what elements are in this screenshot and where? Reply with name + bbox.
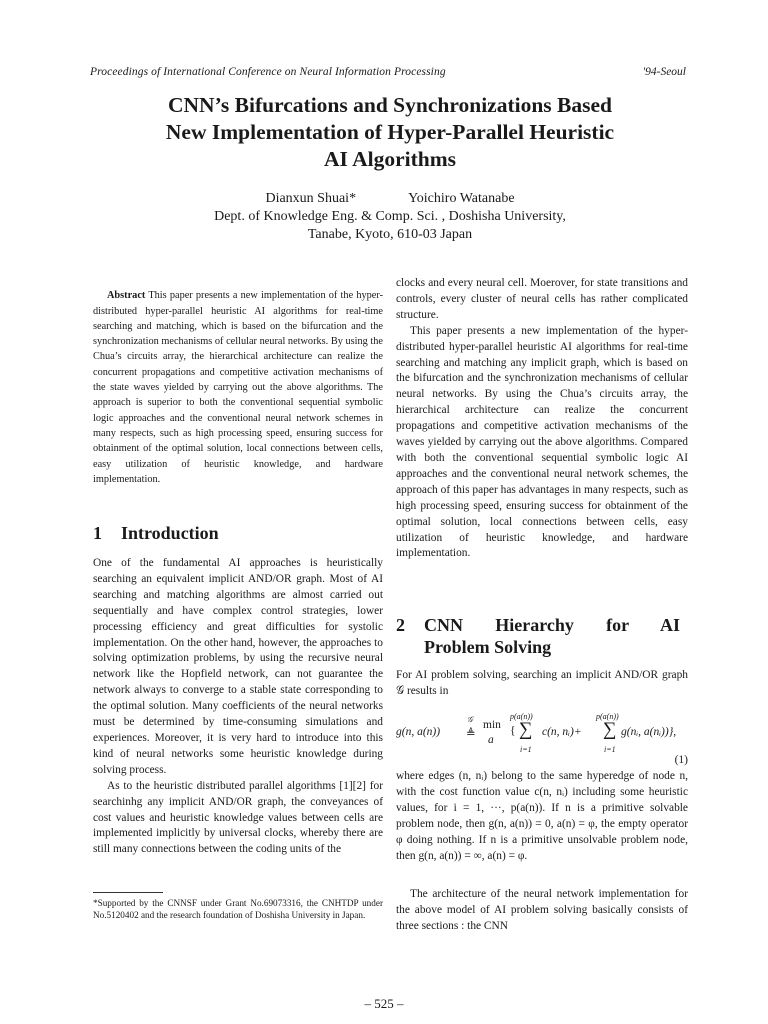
section-2-para-2: where edges (n, nᵢ) belong to the same hyperedge of node n, with the cost function value c(n, nᵢ) including some heuristic values, for i = 1, ···, p(a(n)). If n is a primitive solvable problem node, then g(n, a(n)) = 0, a(n) = φ, the empty operator φ doing nothing. If n is a primitive unsolvable problem node, then g(n, a(n)) = ∞, a(n) = φ.	[396, 770, 688, 862]
affiliation-line-2: Tanabe, Kyoto, 610-03 Japan	[307, 227, 473, 242]
running-header-location: '94-Seoul	[642, 66, 686, 78]
section-2-title-line-2: Problem Solving	[424, 637, 552, 657]
equation-open-brace: {	[510, 725, 516, 737]
abstract-text: This paper presents a new implementation of the hyper-distributed hyper-parallel heuristic AI algorithms for real-time searching and matching, which is based on the bifurcation and the synchronization mechanisms of cellular neural networks. By using the Chua’s circuits array, the hierarchical architecture can realize the concurrent propagations and competitive activation mechanisms of the state waves yielded by carrying out the above algorithms. The approach is superior to both the conventional sequential symbolic logic approaches and the conventional neural network schemes in many respects, such as high processing speed, ensuring success for obtainment of the optimal solution, local connections between cells, easy utilization of heuristic knowledge, and hardware implementation.	[93, 290, 383, 485]
equation-sum-1-upper: p(a(n))	[510, 712, 533, 721]
title-line-2: New Implementation of Hyper-Parallel Heuristic	[165, 120, 615, 144]
running-header-title: Proceedings of International Conference on Neural Information Processing	[90, 66, 446, 78]
equation-sum-1-lower: i=1	[520, 745, 532, 754]
equation-sum-2-body: g(nᵢ, a(nᵢ))},	[621, 726, 677, 738]
equation-lhs: g(n, a(n))	[396, 726, 441, 738]
section-1-number: 1	[93, 523, 102, 543]
equation-min-subscript: a	[488, 734, 494, 746]
section-2-para-1: For AI problem solving, searching an implicit AND/OR graph 𝒢 results in	[396, 669, 688, 697]
footnote: *Supported by the CNNSF under Grant No.69073316, the CNHTDP under No.5120402 and the research foundation of Doshisha University in Japan.	[93, 898, 383, 920]
equation-number: (1)	[674, 754, 688, 766]
right-column-intro	[396, 276, 688, 562]
section-2-para-3-text: The architecture of the neural network implementation for the above model of AI problem solving basically consists of three sections : the CNN	[396, 888, 688, 932]
affiliation-line-1: Dept. of Knowledge Eng. & Comp. Sci. , Doshisha University,	[214, 209, 566, 224]
equation-min: min	[483, 719, 501, 731]
section-1-para-1: One of the fundamental AI approaches is heuristically searching an equivalent implicit AND/OR graph. Most of AI searching and matching algorithms are almost carried out sequentially and have complex control strategies, lower processing efficiency and great difficulties for systolic implementation. On the other hand, however, the approaches to solving optimization problems, by using the recursive neural network like the Hopfield network, can not guarantee the network always to converge to a stable state corresponding to the optimal solution. Many coefficients of the neural networks must be determined by time-consuming simulations and experiences. Moreover, it is very hard to introduce into this kind of neural networks some heuristic knowledge during solving process.	[93, 557, 383, 776]
author-names	[120, 190, 660, 208]
section-1-title: Introduction	[121, 523, 219, 543]
right-para-continued: clocks and every neural cell. Moerover, for state transitions and controls, every cluster of neural cells has rather complicated structure.	[396, 277, 688, 321]
section-1-heading	[93, 522, 219, 544]
paper-title	[80, 92, 700, 173]
section-2-heading	[396, 614, 688, 658]
footnote-rule	[93, 892, 163, 893]
title-line-1: CNN’s Bifurcations and Synchronizations Based	[167, 93, 612, 117]
right-para-2: This paper presents a new implementation of the hyper-distributed hyper-parallel heuristic AI algorithms for real-time searching and matching any implicit graph, which is based on the bifurcation and the synchronization mechanisms of cellular neural networks. By using the Chua’s circuits array, the hierarchical architecture can realize the concurrent propagations and competitive activation mechanisms of the waves yielded by carrying out the above algorithms. Compared with both the conventional sequential symbolic logic AI approaches and the conventional neural network schemes, the approach of this paper has advantages in many respects, such as high processing speed, ensuring success for obtainment of the optimal solution, local connections between cells, easy utilization of heuristic knowledge, and hardware implementation.	[396, 324, 688, 560]
equation-def-superscript: 𝒢	[467, 715, 473, 724]
page-number: – 525 –	[364, 996, 404, 1011]
author-1: Dianxun Shuai*	[265, 191, 357, 206]
section-2-title-line-1: CNN Hierarchy for AI	[424, 615, 680, 635]
author-block	[120, 190, 660, 244]
title-line-3: AI Algorithms	[324, 147, 456, 171]
section-2-para-3	[396, 887, 688, 935]
section-1-para-2: As to the heuristic distributed parallel algorithms [1][2] for searchinhg any implicit AND/OR graph, the conveyances of cost values and heuristic knowledge values between cells are implemented implicitly by universal clocks, whereby there are still many connections between the coding units of the	[93, 779, 383, 856]
equation-sum-2-symbol: ∑	[603, 719, 617, 740]
author-2: Yoichiro Watanabe	[408, 191, 515, 206]
equation-sum-2-lower: i=1	[604, 745, 616, 754]
section-2-number: 2	[396, 615, 405, 635]
section-1-body	[93, 556, 383, 858]
equation-def-symbol: ≜	[466, 728, 476, 740]
equation-sum-1-symbol: ∑	[519, 719, 533, 740]
equation-sum-1-body: c(n, nᵢ)+	[542, 726, 582, 738]
equation-1	[396, 712, 688, 772]
abstract	[93, 278, 383, 497]
equation-sum-2-upper: p(a(n))	[596, 712, 619, 721]
abstract-label: Abstract	[107, 290, 146, 302]
